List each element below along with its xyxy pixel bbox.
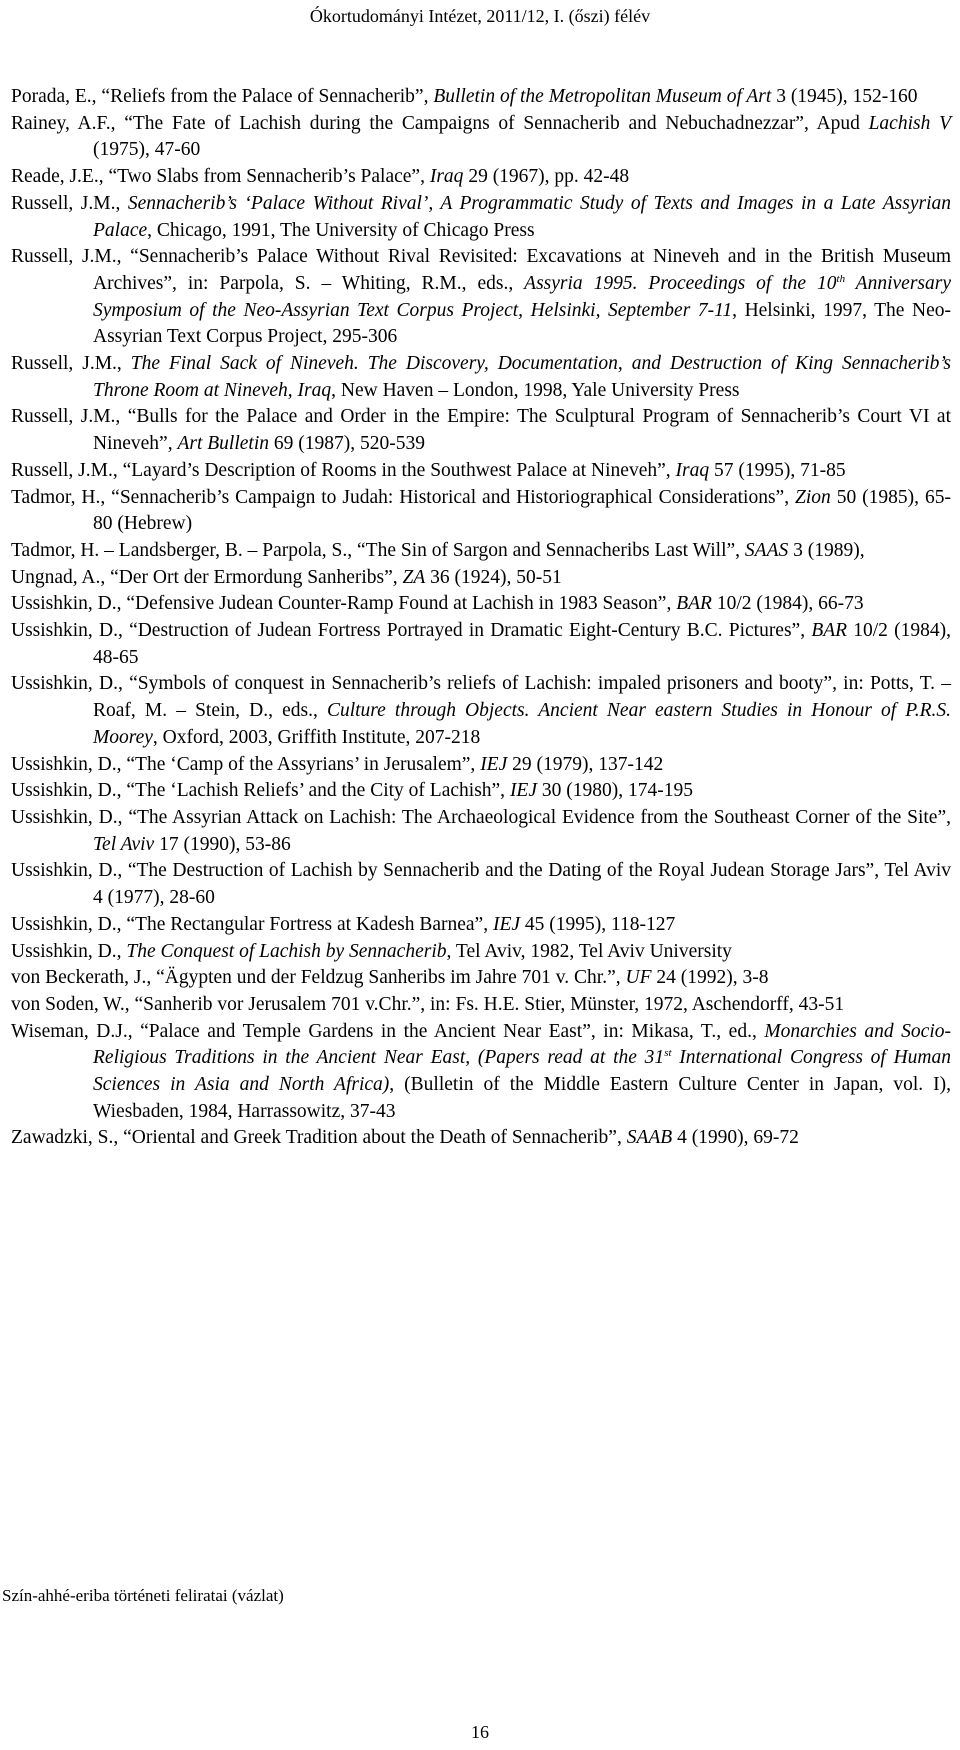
entry-text: , Tel Aviv, 1982, Tel Aviv University: [446, 940, 732, 962]
bibliography-entry: [11, 351, 951, 404]
entry-text: Zawadzki, S., “Oriental and Greek Tradition about the Death of Sennacherib”,: [11, 1127, 627, 1149]
italic-title: Assyria 1995. Proceedings of the 10: [524, 272, 837, 294]
entry-text: 3 (1945), 152-160: [771, 86, 918, 107]
bibliography-entry: [11, 191, 951, 244]
italic-title: The Final Sack of Nineveh. The Discovery, Documentation, and Destruction of King Sennacherib’s Throne Room at Nineveh, Iraq: [93, 353, 951, 401]
entry-text: Ussishkin, D., “The Rectangular Fortress at Kadesh Barnea”,: [11, 913, 493, 935]
entry-text: 30 (1980), 174-195: [537, 780, 693, 802]
entry-text: Russell, J.M.,: [11, 192, 128, 214]
entry-text: Ussishkin, D., “The ‘Lachish Reliefs’ and the City of Lachish”,: [11, 780, 510, 802]
italic-title: BAR: [811, 620, 848, 642]
italic-title: Bulletin of the Metropolitan Museum of Art: [433, 86, 772, 107]
entry-text: (1975), 47-60: [93, 139, 201, 161]
bibliography-entry: [11, 992, 951, 1019]
italic-title: BAR: [676, 593, 712, 615]
bibliography-entry: [11, 1019, 951, 1126]
italic-title: Culture through Objects. Ancient Near eastern Studies in Honour of P.R.S. Moorey: [93, 700, 951, 748]
entry-text: , Helsinki, 1997, The Neo-Assyrian Text Corpus Project, 295-306: [93, 299, 951, 348]
italic-title: International Congress of Human Sciences in Asia and North Africa): [93, 1047, 952, 1096]
entry-text: Russell, J.M., “Layard’s Description of Rooms in the Southwest Palace at Nineveh”,: [11, 459, 676, 481]
bibliography-entry: [11, 111, 951, 164]
entry-text: , New Haven – London, 1998, Yale University Press: [331, 379, 740, 401]
bibliography-entry: [11, 458, 951, 485]
bibliography-entry: [11, 805, 951, 858]
bibliography-entry: [11, 485, 951, 538]
entry-text: Ussishkin, D., “Symbols of conquest in Sennacherib’s reliefs of Lachish: impaled prisoners and booty”, in: Potts, T. – Roaf, M. – Stein, D., eds.,: [11, 673, 951, 722]
running-header: Ókortudományi Intézet, 2011/12, I. (őszi) félév: [309, 6, 651, 26]
bibliography-entry: [11, 404, 951, 457]
entry-text: 3 (1989),: [788, 539, 865, 561]
italic-title: Anniversary Symposium of the Neo-Assyrian Text Corpus Project, Helsinki, September 7-11: [93, 272, 951, 321]
entry-text: Ungnad, A., “Der Ort der Ermordung Sanheribs”,: [11, 566, 403, 588]
bibliography-entry: [11, 244, 951, 351]
entry-text: 69 (1987), 520-539: [269, 433, 425, 455]
entry-text: Reade, J.E., “Two Slabs from Sennacherib’s Palace”,: [11, 166, 430, 188]
bibliography-entry: [11, 965, 951, 992]
italic-title: SAAB: [626, 1127, 673, 1149]
bibliography-entry: [11, 164, 951, 191]
italic-title: The Conquest of Lachish by Sennacherib: [126, 940, 447, 962]
entry-text: Ussishkin, D., “Defensive Judean Counter-Ramp Found at Lachish in 1983 Season”,: [11, 593, 677, 615]
italic-title: Monarchies and Socio-Religious Traditions in the Ancient Near East, (Papers read at the 31: [93, 1020, 951, 1069]
entry-text: , (Bulletin of the Middle Eastern Culture Center in Japan, vol. I), Wiesbaden, 1984, Harrassowitz, 37-43: [93, 1074, 951, 1122]
italic-title: Iraq: [429, 166, 464, 188]
entry-text: Tadmor, H. – Landsberger, B. – Parpola, S., “The Sin of Sargon and Sennacheribs Last Will”,: [11, 539, 745, 561]
bibliography-entry: [11, 752, 951, 779]
superscript: st: [664, 1047, 672, 1060]
bibliography-entry: [11, 618, 951, 671]
entry-text: 36 (1924), 50-51: [425, 566, 562, 588]
entry-text: Ussishkin, D., “The ‘Camp of the Assyrians’ in Jerusalem”,: [11, 753, 481, 775]
italic-title: Tel Aviv: [93, 833, 155, 855]
entry-text: 57 (1995), 71-85: [709, 459, 846, 481]
entry-text: Russell, J.M., “Sennacherib’s Palace Without Rival Revisited: Excavations at Nineveh and in the British Museum Archives”, in: Parpola, S. – Whiting, R.M., eds.,: [11, 246, 951, 294]
entry-text: Ussishkin, D.,: [11, 940, 127, 962]
entry-text: , Chicago, 1991, The University of Chicago Press: [147, 219, 535, 241]
entry-text: Russell, J.M., “Bulls for the Palace and Order in the Empire: The Sculptural Program of Sennacherib’s Court VI at Nineveh”,: [11, 406, 951, 455]
entry-text: Rainey, A.F., “The Fate of Lachish during the Campaigns of Sennacherib and Nebuchadnezzar”, Apud: [11, 112, 869, 134]
entry-text: von Beckerath, J., “Ägypten und der Feldzug Sanheribs im Jahre 701 v. Chr.”,: [11, 967, 626, 989]
entry-text: Ussishkin, D., “Destruction of Judean Fortress Portrayed in Dramatic Eight-Century B.C. Pictures”,: [11, 620, 812, 642]
entry-text: 24 (1992), 3-8: [651, 967, 769, 989]
entry-text: 17 (1990), 53-86: [154, 833, 291, 855]
entry-text: 45 (1995), 118-127: [520, 913, 676, 935]
bibliography-list: [11, 84, 951, 1152]
page-number: 16: [471, 1722, 489, 1742]
entry-text: 4 (1990), 69-72: [672, 1127, 799, 1149]
bibliography-entry: [11, 939, 951, 966]
superscript: th: [836, 272, 846, 285]
entry-text: 50 (1985), 65-80 (Hebrew): [93, 486, 951, 535]
italic-title: IEJ: [509, 780, 537, 802]
entry-text: 10/2 (1984), 66-73: [711, 593, 864, 615]
italic-title: Sennacherib’s ‘Palace Without Rival’, A Programmatic Study of Texts and Images in a Late Assyrian Palace: [93, 192, 951, 241]
italic-title: IEJ: [492, 913, 521, 935]
bibliography-entry: [11, 84, 951, 111]
section-heading: Szín-ahhé-eriba történeti feliratai (vázlat): [2, 1586, 284, 1605]
entry-text: von Soden, W., “Sanherib vor Jerusalem 701 v.Chr.”, in: Fs. H.E. Stier, Münster, 1972, Aschendorff, 43-51: [11, 993, 845, 1015]
italic-title: Art Bulletin: [177, 433, 269, 455]
bibliography-entry: [11, 671, 951, 751]
italic-title: Zion: [795, 486, 831, 508]
italic-title: Iraq: [675, 459, 710, 481]
bibliography-entry: [11, 912, 951, 939]
bibliography-entry: [11, 1125, 951, 1152]
entry-text: 10/2 (1984), 48-65: [93, 620, 952, 668]
entry-text: Wiseman, D.J., “Palace and Temple Gardens in the Ancient Near East”, in: Mikasa, T., ed.,: [11, 1020, 765, 1042]
entry-text: Ussishkin, D., “The Assyrian Attack on Lachish: The Archaeological Evidence from the Southeast Corner of the Site”,: [11, 806, 951, 828]
bibliography-entry: [11, 858, 951, 911]
entry-text: Tadmor, H., “Sennacherib’s Campaign to Judah: Historical and Historiographical Considerations”,: [11, 486, 796, 508]
entry-text: , Oxford, 2003, Griffith Institute, 207-218: [152, 726, 481, 748]
bibliography-entry: [11, 565, 951, 592]
bibliography-entry: [11, 591, 951, 618]
entry-text: Russell, J.M.,: [11, 353, 131, 375]
entry-text: 29 (1967), pp. 42-48: [463, 166, 630, 188]
italic-title: UF: [625, 967, 652, 989]
italic-title: Lachish V: [868, 112, 951, 134]
entry-text: 29 (1979), 137-142: [507, 753, 664, 775]
entry-text: Porada, E., “Reliefs from the Palace of Sennacherib”,: [11, 86, 434, 107]
bibliography-entry: [11, 538, 951, 565]
italic-title: ZA: [402, 566, 426, 588]
bibliography-entry: [11, 778, 951, 805]
italic-title: IEJ: [480, 753, 508, 775]
entry-text: Ussishkin, D., “The Destruction of Lachish by Sennacherib and the Dating of the Royal Judean Storage Jars”, Tel Aviv 4 (1977), 28-60: [11, 860, 951, 909]
italic-title: SAAS: [744, 539, 789, 561]
